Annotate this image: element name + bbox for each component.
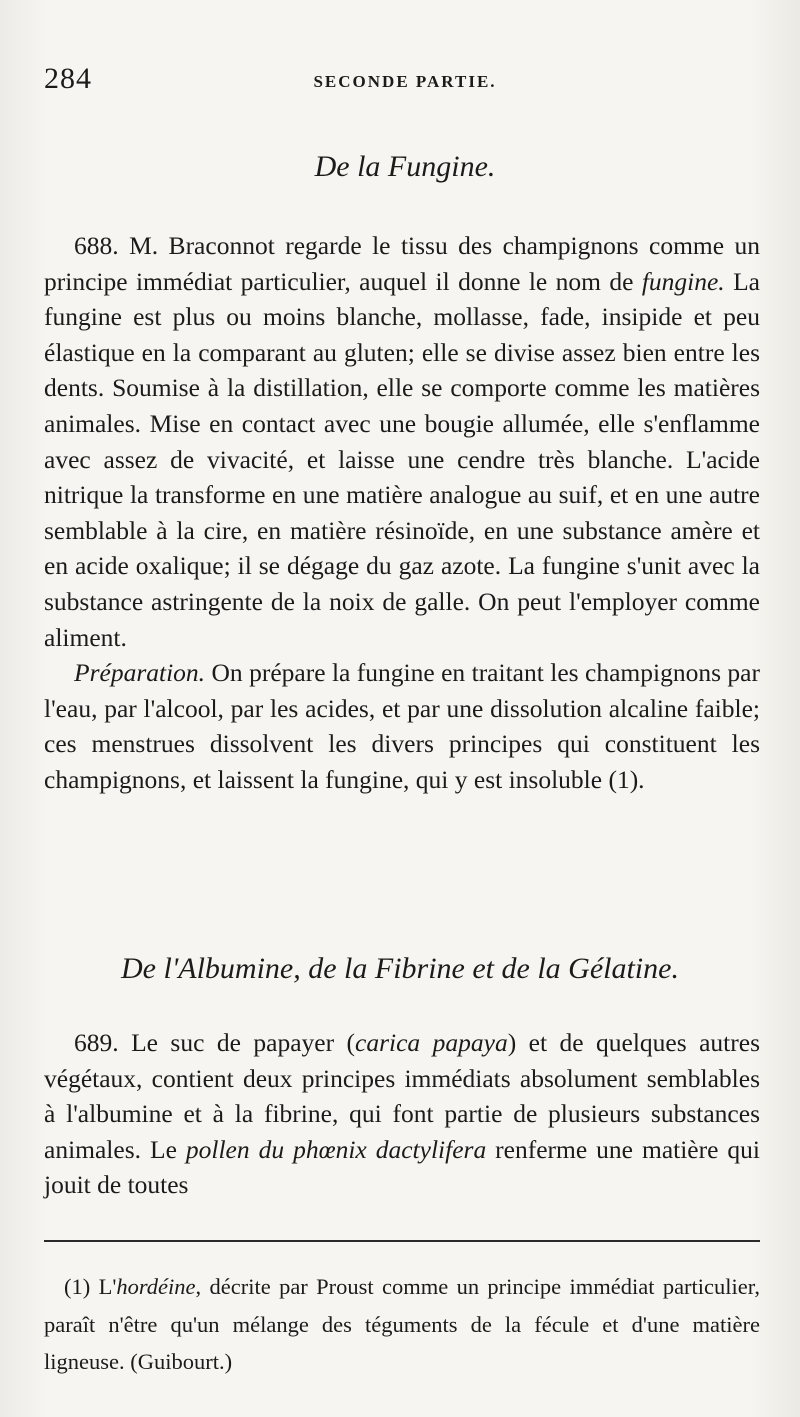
term-hordeine: hordéine bbox=[116, 1274, 196, 1299]
running-head: SECONDE PARTIE. bbox=[313, 72, 497, 91]
paragraph-preparation-text: On prépare la fungine en traitant les champignons par l'eau, par l'alcool, par les acides, et par une dissolution alcaline faible; ces menstrues dissolvent les divers principes qui constituent les champignons, et laissent la fungine, qui y est insoluble (1). bbox=[44, 658, 760, 794]
term-carica-papaya: carica papaya bbox=[355, 1028, 508, 1057]
footnote bbox=[44, 1268, 760, 1381]
section-title-albumine: De l'Albumine, de la Fibrine et de la Gélatine. bbox=[121, 952, 679, 985]
paragraph-688-text-a: 688. M. Braconnot regarde le tissu des champignons comme un principe immédiat particulier, auquel il donne le nom de bbox=[44, 231, 760, 296]
paragraph-689 bbox=[44, 1025, 760, 1203]
paragraph-preparation bbox=[44, 655, 760, 797]
section-body-fungine bbox=[44, 228, 760, 798]
paragraph-689-text-c: ) et de quelques autres végétaux, contient deux principes immédiats absolument semblables à l'albumine et à la fibrine, qui font partie de plusieurs substances animales. Le bbox=[44, 1028, 760, 1164]
paragraph-688-text-c: La fungine est plus ou moins blanche, mollasse, fade, insipide et peu élastique en la comparant au gluten; elle se divise assez bien entre les dents. Soumise à la distillation, elle se comporte comme les matières animales. Mise en contact avec une bougie allumée, elle s'enflamme avec assez de vivacité, et laisse une cendre très blanche. L'acide nitrique la transforme en une matière analogue au suif, et en une autre semblable à la cire, en matière résinoïde, en une substance amère et en acide oxalique; il se dégage du gaz azote. La fungine s'unit avec la substance astringente de la noix de galle. On peut l'employer comme aliment. bbox=[44, 266, 760, 652]
paragraph-689-text-e: renferme une matière qui jouit de toutes bbox=[44, 1134, 761, 1200]
footnote-text-c: , décrite par Proust comme un principe immédiat particulier, paraît n'être qu'un mélange des téguments de la fécule et d'une matière ligneuse. (Guibourt.) bbox=[44, 1274, 760, 1374]
footnote-divider bbox=[44, 1240, 760, 1242]
footnote-text-a: (1) L' bbox=[64, 1274, 117, 1299]
paragraph-689-text-a: 689. Le suc de papayer ( bbox=[74, 1028, 356, 1057]
page-header bbox=[44, 62, 756, 102]
section-title-fungine: De la Fungine. bbox=[314, 150, 496, 183]
term-pollen: pollen du phœnix dactylifera bbox=[185, 1134, 487, 1164]
paragraph-688 bbox=[44, 228, 760, 655]
section-body-albumine bbox=[44, 1025, 760, 1203]
page-number: 284 bbox=[44, 62, 92, 95]
term-fungine: fungine. bbox=[641, 266, 725, 296]
term-preparation: Préparation. bbox=[74, 658, 206, 688]
